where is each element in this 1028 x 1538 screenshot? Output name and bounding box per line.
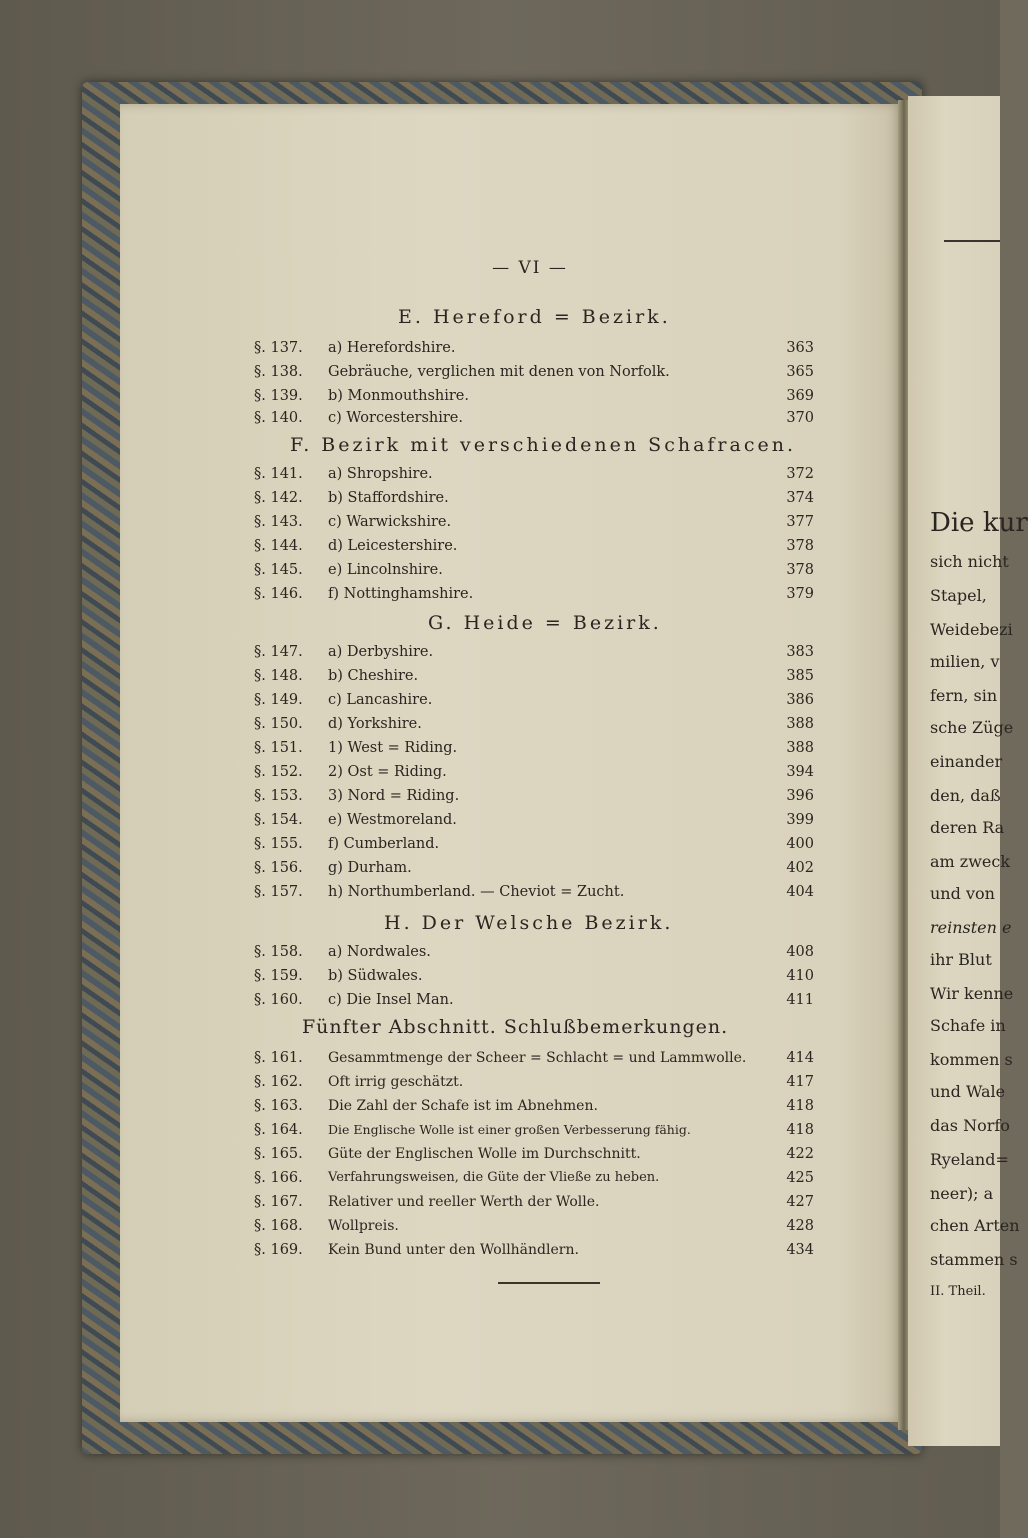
toc-row [254, 1050, 814, 1072]
toc-row-text: c) Warwickshire. [328, 514, 452, 530]
toc-row-page: 369 [786, 388, 814, 404]
toc-row [254, 388, 814, 410]
toc-row [254, 466, 814, 488]
toc-row-page: 400 [786, 836, 814, 852]
toc-row [254, 716, 814, 738]
toc-row-text: c) Worcestershire. [328, 410, 463, 426]
toc-row-number: §. 169. [254, 1242, 303, 1258]
toc-row-page: 378 [786, 538, 814, 554]
right-page-line: einander [930, 752, 1003, 771]
toc-row-number: §. 141. [254, 466, 303, 482]
section-title-fifth: Fünfter Abschnitt. Schlußbemerkungen. [302, 1016, 729, 1038]
toc-row-number: §. 150. [254, 716, 303, 732]
toc-row-text: Wollpreis. [328, 1218, 399, 1234]
toc-row-number: §. 161. [254, 1050, 303, 1066]
toc-row-text: c) Die Insel Man. [328, 992, 454, 1008]
toc-row [254, 586, 814, 608]
toc-row-text: Gesammtmenge der Scheer = Schlacht = und Lammwolle. [328, 1050, 747, 1066]
toc-row-page: 399 [786, 812, 814, 828]
toc-row-page: 418 [786, 1122, 814, 1138]
toc-row-text: g) Durham. [328, 860, 412, 876]
right-page-line: fern, sin [930, 686, 998, 705]
toc-row-number: §. 166. [254, 1170, 303, 1186]
toc-row-text: e) Westmoreland. [328, 812, 457, 828]
right-page-line: Die kur [930, 508, 1028, 538]
toc-row-page: 396 [786, 788, 814, 804]
right-page-line: kommen s [930, 1050, 1013, 1069]
toc-row-number: §. 148. [254, 668, 303, 684]
toc-row-number: §. 144. [254, 538, 303, 554]
toc-row-page: 388 [786, 740, 814, 756]
toc-row-number: §. 168. [254, 1218, 303, 1234]
toc-row [254, 740, 814, 762]
toc-row-number: §. 145. [254, 562, 303, 578]
right-page-line: am zweck [930, 852, 1011, 871]
toc-row-text: f) Cumberland. [328, 836, 440, 852]
toc-row-number: §. 155. [254, 836, 303, 852]
right-page-line: Stapel, [930, 586, 987, 605]
toc-row [254, 668, 814, 690]
toc-row [254, 562, 814, 584]
right-page-signature: II. Theil. [930, 1284, 986, 1299]
toc-row-text: a) Derbyshire. [328, 644, 434, 660]
section-title-g: G. Heide = Bezirk. [428, 612, 662, 634]
toc-row [254, 514, 814, 536]
toc-row-text: a) Nordwales. [328, 944, 431, 960]
toc-row-page: 363 [786, 340, 814, 356]
toc-row-text: Oft irrig geschätzt. [328, 1074, 464, 1090]
toc-row-page: 410 [786, 968, 814, 984]
toc-row [254, 812, 814, 834]
right-page-line: Wir kenne [930, 984, 1014, 1003]
toc-row-text: b) Südwales. [328, 968, 423, 984]
toc-row [254, 1146, 814, 1168]
toc-row-page: 418 [786, 1098, 814, 1114]
section-title-e: E. Hereford = Bezirk. [398, 306, 671, 328]
toc-row-page: 372 [786, 466, 814, 482]
toc-row-page: 408 [786, 944, 814, 960]
toc-row-page: 388 [786, 716, 814, 732]
toc-row-page: 386 [786, 692, 814, 708]
toc-row [254, 968, 814, 990]
toc-row [254, 644, 814, 666]
toc-row-number: §. 160. [254, 992, 303, 1008]
toc-row-page: 417 [786, 1074, 814, 1090]
toc-row-page: 385 [786, 668, 814, 684]
right-page-line: und von [930, 884, 995, 903]
toc-row [254, 538, 814, 560]
toc-row-number: §. 165. [254, 1146, 303, 1162]
right-page-rule [944, 240, 1000, 242]
toc-row-text: a) Herefordshire. [328, 340, 456, 356]
toc-row [254, 1242, 814, 1264]
end-rule [498, 1282, 600, 1284]
right-page-line: milien, v [930, 652, 1000, 671]
toc-row-number: §. 158. [254, 944, 303, 960]
toc-row-text: f) Nottinghamshire. [328, 586, 474, 602]
toc-row-text: d) Yorkshire. [328, 716, 422, 732]
section-title-h: H. Der Welsche Bezirk. [384, 912, 674, 934]
right-page-line: und Wale [930, 1082, 1006, 1101]
toc-row-number: §. 152. [254, 764, 303, 780]
toc-row-number: §. 143. [254, 514, 303, 530]
page-header: — VI — [492, 258, 568, 278]
toc-row-text: Kein Bund unter den Wollhändlern. [328, 1242, 579, 1258]
right-page-line: deren Ra [930, 818, 1005, 837]
toc-row [254, 1074, 814, 1096]
toc-row [254, 788, 814, 810]
toc-row-page: 428 [786, 1218, 814, 1234]
toc-row-page: 422 [786, 1146, 814, 1162]
toc-row-text: 1) West = Riding. [328, 740, 458, 756]
right-page-line: Weidebezi [930, 620, 1013, 639]
toc-row-page: 427 [786, 1194, 814, 1210]
toc-row-number: §. 142. [254, 490, 303, 506]
toc-row [254, 1218, 814, 1240]
right-page-line: den, daß [930, 786, 1001, 805]
right-page-line: ihr Blut [930, 950, 992, 969]
toc-row [254, 1098, 814, 1120]
toc-row [254, 860, 814, 882]
toc-row-page: 379 [786, 586, 814, 602]
toc-row-number: §. 140. [254, 410, 303, 426]
toc-row-text: d) Leicestershire. [328, 538, 458, 554]
toc-row-text: Verfahrungsweisen, die Güte der Vließe zu heben. [328, 1170, 660, 1185]
toc-row-text: a) Shropshire. [328, 466, 433, 482]
toc-row-page: 365 [786, 364, 814, 380]
toc-row [254, 764, 814, 786]
toc-row [254, 364, 814, 386]
toc-row-text: Die Englische Wolle ist einer großen Verbesserung fähig. [328, 1122, 691, 1137]
toc-row-text: 2) Ost = Riding. [328, 764, 447, 780]
toc-row-number: §. 147. [254, 644, 303, 660]
section-title-f: F. Bezirk mit verschiedenen Schafracen. [290, 434, 796, 456]
toc-row [254, 836, 814, 858]
toc-row [254, 1194, 814, 1216]
toc-row-page: 378 [786, 562, 814, 578]
toc-row-number: §. 138. [254, 364, 303, 380]
right-page-line: reinsten e [930, 918, 1012, 937]
toc-row-number: §. 146. [254, 586, 303, 602]
toc-row-page: 377 [786, 514, 814, 530]
toc-row-text: b) Monmouthshire. [328, 388, 469, 404]
toc-row-number: §. 157. [254, 884, 303, 900]
toc-row-number: §. 151. [254, 740, 303, 756]
toc-row-text: Güte der Englischen Wolle im Durchschnitt. [328, 1146, 641, 1162]
toc-row-text: 3) Nord = Riding. [328, 788, 460, 804]
toc-row [254, 490, 814, 512]
right-page-line: Ryeland= [930, 1150, 1009, 1169]
toc-row [254, 340, 814, 362]
toc-row-number: §. 164. [254, 1122, 303, 1138]
toc-row-text: b) Staffordshire. [328, 490, 449, 506]
right-page-line: sche Züge [930, 718, 1014, 737]
toc-row-text: h) Northumberland. — Cheviot = Zucht. [328, 884, 625, 900]
right-page-line: neer); a [930, 1184, 994, 1203]
toc-row-page: 402 [786, 860, 814, 876]
toc-row [254, 884, 814, 906]
right-page-line: chen Arten [930, 1216, 1020, 1235]
toc-row-page: 394 [786, 764, 814, 780]
toc-row-text: b) Cheshire. [328, 668, 419, 684]
toc-row-page: 425 [786, 1170, 814, 1186]
toc-row [254, 992, 814, 1014]
toc-row-number: §. 159. [254, 968, 303, 984]
toc-row-number: §. 149. [254, 692, 303, 708]
toc-row-text: Gebräuche, verglichen mit denen von Norfolk. [328, 364, 670, 380]
toc-row-number: §. 163. [254, 1098, 303, 1114]
toc-row-page: 383 [786, 644, 814, 660]
toc-row-page: 411 [786, 992, 814, 1008]
toc-row [254, 692, 814, 714]
toc-row-page: 434 [786, 1242, 814, 1258]
toc-row [254, 410, 814, 432]
toc-row-number: §. 162. [254, 1074, 303, 1090]
toc-row-number: §. 153. [254, 788, 303, 804]
toc-row-number: §. 139. [254, 388, 303, 404]
toc-row [254, 1170, 814, 1192]
right-page-line: Schafe in [930, 1016, 1006, 1035]
right-page-line: stammen s [930, 1250, 1018, 1269]
toc-row-number: §. 154. [254, 812, 303, 828]
toc-row-page: 370 [786, 410, 814, 426]
toc-row-text: Relativer und reeller Werth der Wolle. [328, 1194, 600, 1210]
toc-row [254, 944, 814, 966]
toc-row-text: e) Lincolnshire. [328, 562, 443, 578]
toc-row [254, 1122, 814, 1144]
right-page-line: sich nicht [930, 552, 1009, 571]
toc-row-number: §. 156. [254, 860, 303, 876]
toc-row-text: Die Zahl der Schafe ist im Abnehmen. [328, 1098, 598, 1114]
toc-row-number: §. 167. [254, 1194, 303, 1210]
toc-row-page: 414 [786, 1050, 814, 1066]
right-page-line: das Norfo [930, 1116, 1010, 1135]
toc-row-page: 374 [786, 490, 814, 506]
toc-row-page: 404 [786, 884, 814, 900]
toc-row-text: c) Lancashire. [328, 692, 433, 708]
toc-row-number: §. 137. [254, 340, 303, 356]
